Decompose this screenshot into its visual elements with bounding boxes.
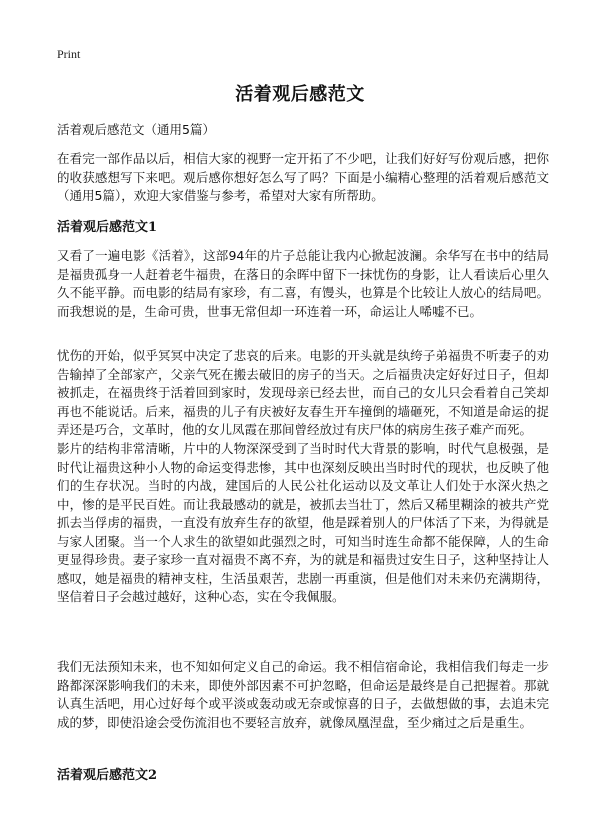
paragraph-4: 我们无法预知未来，也不知如何定义自己的命运。我不相信宿命论，我相信我们每走一步路都深深影响我们的未来，即使外部因素不可护忽略，但命运是最终是自己把握着。那就认真生活吧，用心过好每个或平淡或轰动或无奈或惊喜的日子，去做想做的事，去追未完成的梦，即使沿途会受伤流泪也不要轻言放弃，就像凤凰涅盘，至少痛过之后是重生。 bbox=[57, 659, 549, 730]
intro-paragraph: 在看完一部作品以后，相信大家的视野一定开拓了不少吧，让我们好好写份观后感，把你的收获感想写下来吧。观后感你想好怎么写了吗？下面是小编精心整理的活着观后感范文（通用5篇），欢迎大家借鉴与参考，希望对大家有所帮助。 bbox=[57, 151, 549, 203]
paragraph-2: 忧伤的开始，似乎冥冥中决定了悲哀的后来。电影的开头就是纨绔子弟福贵不听妻子的劝告输掉了全部家产，父亲气死在搬去破旧的房子的当天。之后福贵决定好好过日子，但却被抓走，在福贵终于活着回到家时，发现母亲已经去世，而自己的女儿只会看着自己笑却再也不能说话。后来，福贵的儿子有庆被好友春生开车撞倒的墙砸死，不知道是命运的捉弄还是巧合，文革时，他的女儿凤霞在那间曾经放过有庆尸体的病房生孩子难产而死。 bbox=[57, 348, 549, 437]
section-heading-2: 活着观后感范文2 bbox=[57, 768, 158, 783]
document-title: 活着观后感范文 bbox=[235, 84, 365, 105]
paragraph-1: 又看了一遍电影《活着》，这部94年的片子总能让我内心掀起波澜。余华写在书中的结局是福贵孤身一人赶着老牛福贵，在落日的余晖中留下一抹忧伤的身影，让人看读后心里久久不能平静。而电影的结局有家珍，有二喜，有馒头，也算是个比较让人放心的结局吧。而我想说的是，生命可贵，世事无常但却一环连着一环，命运让人唏嘘不已。 bbox=[57, 248, 549, 319]
paragraph-3: 影片的结构非常清晰，片中的人物深深受到了当时时代大背景的影响，时代气息极强，是时代让福贵这种小人物的命运变得悲惨，其中也深刻反映出当时时代的现状，也反映了他们的生存状况。当时的内战，建国后的人民公社化运动以及文革让人们处于水深火热之中，惨的是平民百姓。而让我最感动的就是，被抓去当壮丁，然后又稀里糊涂的被共产党抓去当俘虏的福贵，一直没有放弃生存的欲望，他是踩着别人的尸体活了下来，为得就是与家人团聚。当一个人求生的欲望如此强烈之时，可知当时连生命都不能保障，人的生命更显得珍贵。妻子家珍一直对福贵不离不弃，为的就是和福贵过安生日子，这种坚持让人感叹，她是福贵的精神支柱，生活虽艰苦，悲剧一再重演，但是他们对未来仍充满期待，坚信着日子会越过越好，这种心态，实在令我佩服。 bbox=[57, 441, 549, 604]
document-subtitle: 活着观后感范文（通用5篇） bbox=[57, 122, 215, 137]
section-heading-1: 活着观后感范文1 bbox=[57, 220, 158, 235]
print-link[interactable]: Print bbox=[57, 47, 81, 61]
